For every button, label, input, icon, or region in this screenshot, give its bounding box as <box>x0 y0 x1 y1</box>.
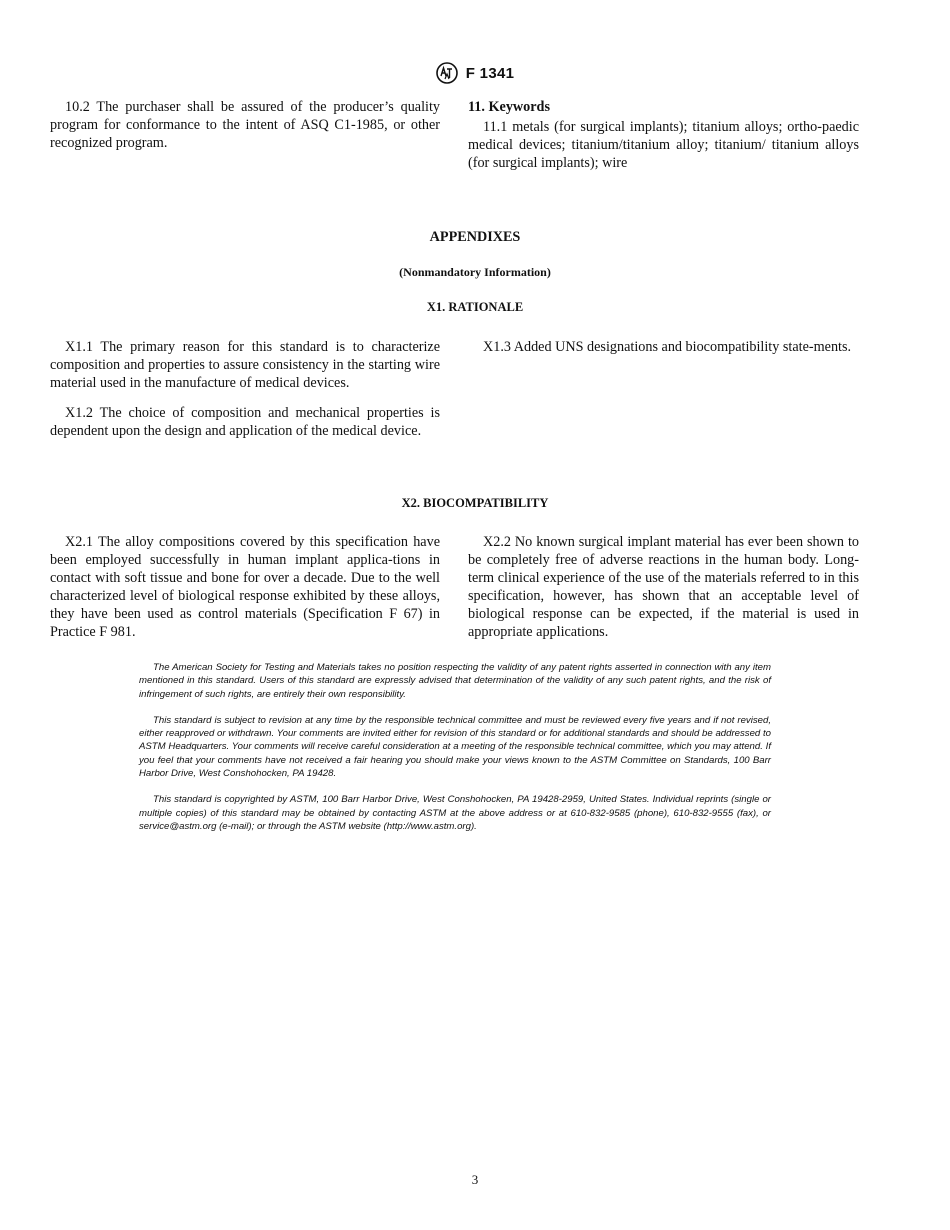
paragraph-x2-2: X2.2 No known surgical implant material has ever been shown to be completely free of adverse reactions in the human body. Long-term clinical experience of the use of the materials referred to in this specification, however, has shown that an acceptable level of biological response can be expected, if the material is used in appropriate applications. <box>468 534 859 640</box>
rationale-heading: X1. RATIONALE <box>426 300 524 314</box>
keywords-heading: 11. Keywords <box>468 99 550 115</box>
x1-right-column <box>468 338 859 356</box>
x1-left-column <box>50 338 440 440</box>
standard-designation: F 1341 <box>465 64 515 82</box>
copyright-notice: This standard is copyrighted by ASTM, 100 Barr Harbor Drive, West Conshohocken, PA 19428-2959, United States. Individual reprints (single or multiple copies) of this standard may be obtained by contacting ASTM at the above address or at 610-832-9585 (phone), 610-832-9555 (fax), or service@astm.org (e-mail); or through the ASTM website (http://www.astm.org). <box>139 794 771 832</box>
x2-right-column <box>468 533 859 641</box>
nonmandatory-subtitle: (Nonmandatory Information) <box>399 265 551 279</box>
revision-notice: This standard is subject to revision at any time by the responsible technical committee and must be reviewed every five years and if not revised, either reapproved or withdrawn. Your comments are invited either for revision of this standard or for additional standards and should be addressed to ASTM Headquarters. Your comments will receive careful consideration at a meeting of the responsible technical committee, which you may attend. If you feel that your comments have not received a fair hearing you should make your views known to the ASTM Committee on Standards, 100 Barr Harbor Drive, West Conshohocken, PA 19428. <box>139 714 771 780</box>
page-header <box>0 62 950 84</box>
paragraph-x1-2: X1.2 The choice of composition and mechanical properties is dependent upon the design and application of the medical device. <box>50 405 440 439</box>
paragraph-11-1: 11.1 metals (for surgical implants); titanium alloys; ortho-paedic medical devices; titanium/titanium alloy; titanium/ titanium alloys (for surgical implants); wire <box>468 119 859 171</box>
astm-logo-icon <box>436 62 458 84</box>
appendixes-title: APPENDIXES <box>429 229 521 245</box>
paragraph-x1-3: X1.3 Added UNS designations and biocompatibility state-ments. <box>483 339 852 355</box>
section-10-column <box>50 98 440 152</box>
section-11-column <box>468 98 859 172</box>
paragraph-x2-1: X2.1 The alloy compositions covered by this specification have been employed successfully in human implant applica-tions in contact with soft tissue and bone for over a decade. Due to the well characterized level of biological response exhibited by these alloys, they have been used as control materials (Specification F 67) in Practice F 981. <box>50 534 440 640</box>
astm-notices <box>139 661 771 833</box>
biocompatibility-heading: X2. BIOCOMPATIBILITY <box>401 496 549 510</box>
paragraph-x1-1: X1.1 The primary reason for this standard is to characterize composition and properties to assure consistency in the starting wire material used in the manufacture of medical devices. <box>50 339 440 391</box>
x2-left-column <box>50 533 440 641</box>
paragraph-10-2: 10.2 The purchaser shall be assured of the producer’s quality program for conformance to the intent of ASQ C1-1985, or other recognized program. <box>50 99 440 151</box>
page-number: 3 <box>471 1172 479 1187</box>
patent-notice: The American Society for Testing and Materials takes no position respecting the validity of any patent rights asserted in connection with any item mentioned in this standard. Users of this standard are expressly advised that determination of the validity of any such patent rights, and the risk of infringement of such rights, are entirely their own responsibility. <box>139 662 771 700</box>
